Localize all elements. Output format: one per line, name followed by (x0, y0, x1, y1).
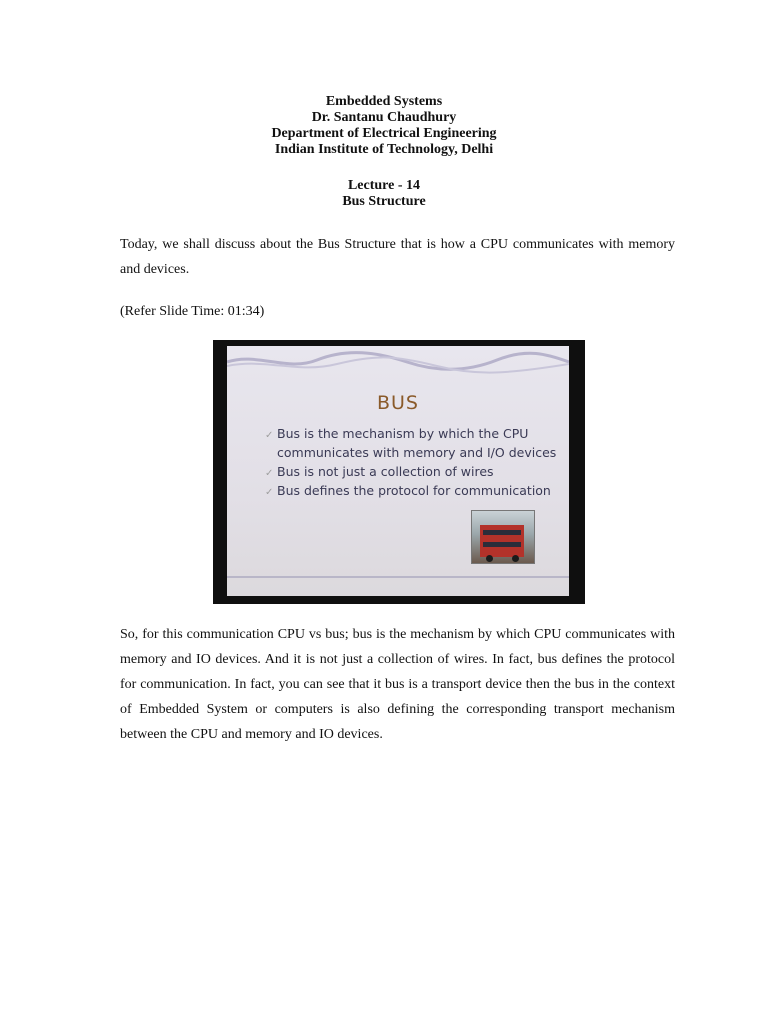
slide-divider (227, 576, 569, 578)
department-name: Department of Electrical Engineering (271, 126, 497, 141)
slide-content (227, 346, 569, 596)
body-paragraph: So, for this communication CPU vs bus; bus is the mechanism by which CPU communicates with memory and IO devices. And it is not just a collection of wires. In fact, bus defines the protocol for communication. In fact, you can see that it bus is a transport device then the bus in the context of Embedded System or computers is also defining the corresponding transport mechanism between the CPU and memory and IO devices. (120, 627, 675, 742)
lecture-header (0, 178, 768, 210)
course-title: Embedded Systems (325, 94, 443, 109)
slide-bullet: ✓ Bus is the mechanism by which the CPU communicates with memory and I/O devices (265, 426, 557, 460)
slide-bullet: ✓ Bus defines the protocol for communication (265, 481, 565, 500)
slide-bullet-list (265, 424, 565, 500)
bullet-icon: ✓ (265, 487, 274, 498)
lecture-topic: Bus Structure (342, 194, 426, 209)
author-name: Dr. Santanu Chaudhury (311, 110, 457, 125)
slide-bullet: ✓ Bus is not just a collection of wires (265, 462, 565, 481)
bullet-icon: ✓ (265, 430, 274, 441)
lecture-slide-image (213, 340, 585, 604)
institute-name: Indian Institute of Technology, Delhi (274, 142, 494, 157)
bus-photo-icon (471, 510, 535, 564)
slide-title: BUS (376, 392, 419, 414)
intro-paragraph: Today, we shall discuss about the Bus Structure that is how a CPU communicates with memory and devices. (120, 237, 675, 277)
bullet-icon: ✓ (265, 468, 274, 479)
slide-wave-decoration-icon (227, 348, 569, 374)
slide-time-reference: (Refer Slide Time: 01:34) (120, 304, 265, 319)
document-header (0, 94, 768, 158)
lecture-number: Lecture - 14 (347, 178, 421, 193)
